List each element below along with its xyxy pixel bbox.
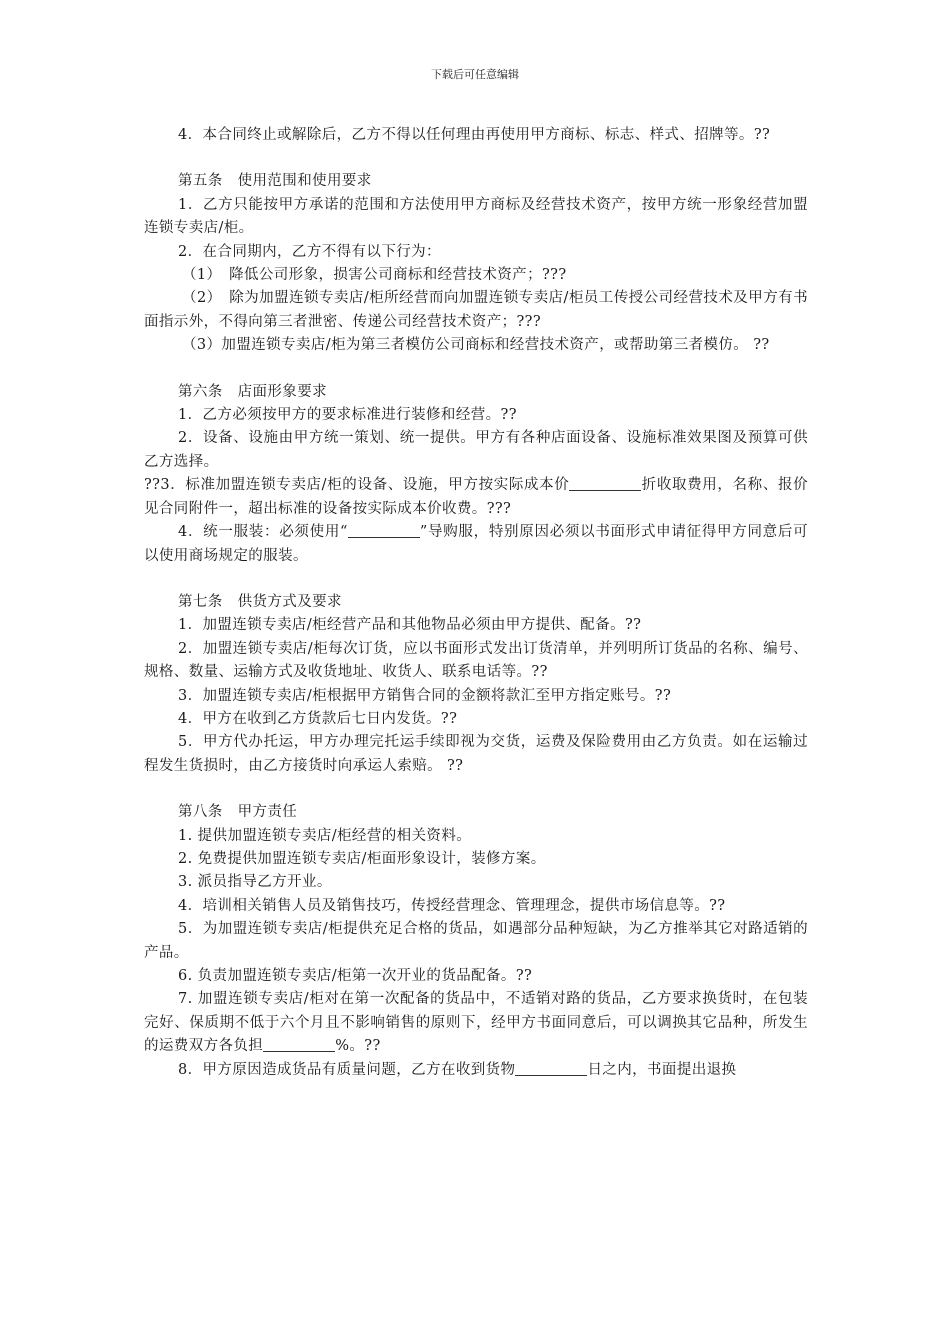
clause-7-1: 1．加盟连锁专卖店/柜经营产品和其他物品必须由甲方提供、配备。?? — [178, 617, 642, 634]
clause-8-3: 3. 派员指导乙方开业。 — [178, 874, 332, 891]
clause-7-4: 4．甲方在收到乙方货款后七日内发货。?? — [178, 710, 458, 727]
clause-6-3 — [144, 474, 808, 521]
clause-6-4-start: 4．统一服装：必须使用“ — [178, 524, 348, 541]
clause-5-2-item-1: （1） 降低公司形象，损害公司商标和经营技术资产；??? — [182, 267, 567, 284]
uniform-brand-blank — [348, 523, 420, 538]
clause-7-5: 5．甲方代办托运，甲方办理完托运手续即视为交货，运费及保险费用由乙方负责。如在运输过程发生货损时，由乙方接货时向承运人索赔。 ?? — [144, 734, 808, 774]
clause-6-4 — [144, 521, 808, 568]
clause-6-1: 1．乙方必须按甲方的要求标准进行装修和经营。?? — [178, 407, 517, 424]
clause-5-2: 2．在合同期内，乙方不得有以下行为： — [178, 243, 441, 260]
clause-6-2: 2．设备、设施由甲方统一策划、统一提供。甲方有各种店面设备、设施标准效果图及预算可供乙方选择。 — [144, 430, 808, 470]
clause-8-4: 4．培训相关销售人员及销售技巧，传授经营理念、管理理念，提供市场信息等。?? — [178, 897, 726, 914]
clause-8-5: 5．为加盟连锁专卖店/柜提供充足合格的货品，如遇部分品种短缺，为乙方推举其它对路适销的产品。 — [144, 921, 808, 961]
discount-blank — [569, 476, 641, 491]
clause-8-2: 2. 免费提供加盟连锁专卖店/柜面形象设计，装修方案。 — [178, 850, 546, 867]
clause-8-7 — [144, 988, 808, 1058]
days-blank — [515, 1061, 587, 1076]
clause-8-8-start: 8．甲方原因造成货品有质量问题，乙方在收到货物 — [178, 1061, 516, 1078]
clause-6-4-end: ”导购服，特别原因必须以书面形式申请征得甲方同意后可以使用商场规定的服装。 — [144, 524, 808, 564]
section-5-title: 第五条 使用范围和使用要求 — [178, 173, 372, 190]
contract-body — [144, 124, 808, 1082]
clause-8-1: 1. 提供加盟连锁专卖店/柜经营的相关资料。 — [178, 827, 472, 844]
section-6-title: 第六条 店面形象要求 — [178, 383, 327, 400]
freight-share-blank — [263, 1037, 335, 1052]
clause-8-6: 6. 负责加盟连锁专卖店/柜第一次开业的货品配备。?? — [178, 968, 533, 984]
clause-7-3: 3．加盟连锁专卖店/柜根据甲方销售合同的金额将款汇至甲方指定账号。?? — [178, 687, 672, 704]
clause-6-3-start: ??3．标准加盟连锁专卖店/柜的设备、设施，甲方按实际成本价 — [144, 477, 570, 494]
clause-8-7-end: %。?? — [335, 1038, 381, 1055]
page-header: 下载后可任意编辑 — [431, 68, 519, 81]
clause-5-1: 1．乙方只能按甲方承诺的范围和方法使用甲方商标及经营技术资产，按甲方统一形象经营加盟连锁专卖店/柜。 — [144, 196, 808, 237]
clause-6-3-end: 折收取费用，名称、报价见合同附件一，超出标准的设备按实际成本价收费。??? — [144, 477, 808, 517]
clause-5-2-item-3: （3）加盟连锁专卖店/柜为第三者模仿公司商标和经营技术资产，或帮助第三者模仿。 ?? — [182, 337, 770, 354]
clause-7-2: 2．加盟连锁专卖店/柜每次订货，应以书面形式发出订货清单，并列明所订货品的名称、编号、规格、数量、运输方式及收货地址、收货人、联系电话等。?? — [144, 640, 808, 681]
clause-8-8-end: 日之内，书面提出退换 — [587, 1061, 737, 1078]
section-7-title: 第七条 供货方式及要求 — [178, 593, 342, 610]
clause-8-8 — [144, 1059, 808, 1082]
clause-5-2-item-2: （2） 除为加盟连锁专卖店/柜所经营而向加盟连锁专卖店/柜员工传授公司经营技术及甲方有书面指示外，不得向第三者泄密、传递公司经营技术资产；??? — [144, 290, 808, 330]
clause-8-7-start: 7. 加盟连锁专卖店/柜对在第一次配备的货品中，不适销对路的货品，乙方要求换货时，在包装完好、保质期不低于六个月且不影响销售的原则下，经甲方书面同意后，可以调换其它品种，所发生的运费双方各负担 — [144, 991, 808, 1055]
clause-4-termination: 4．本合同终止或解除后，乙方不得以任何理由再使用甲方商标、标志、样式、招牌等。?? — [178, 127, 771, 143]
section-8-title: 第八条 甲方责任 — [178, 804, 298, 821]
